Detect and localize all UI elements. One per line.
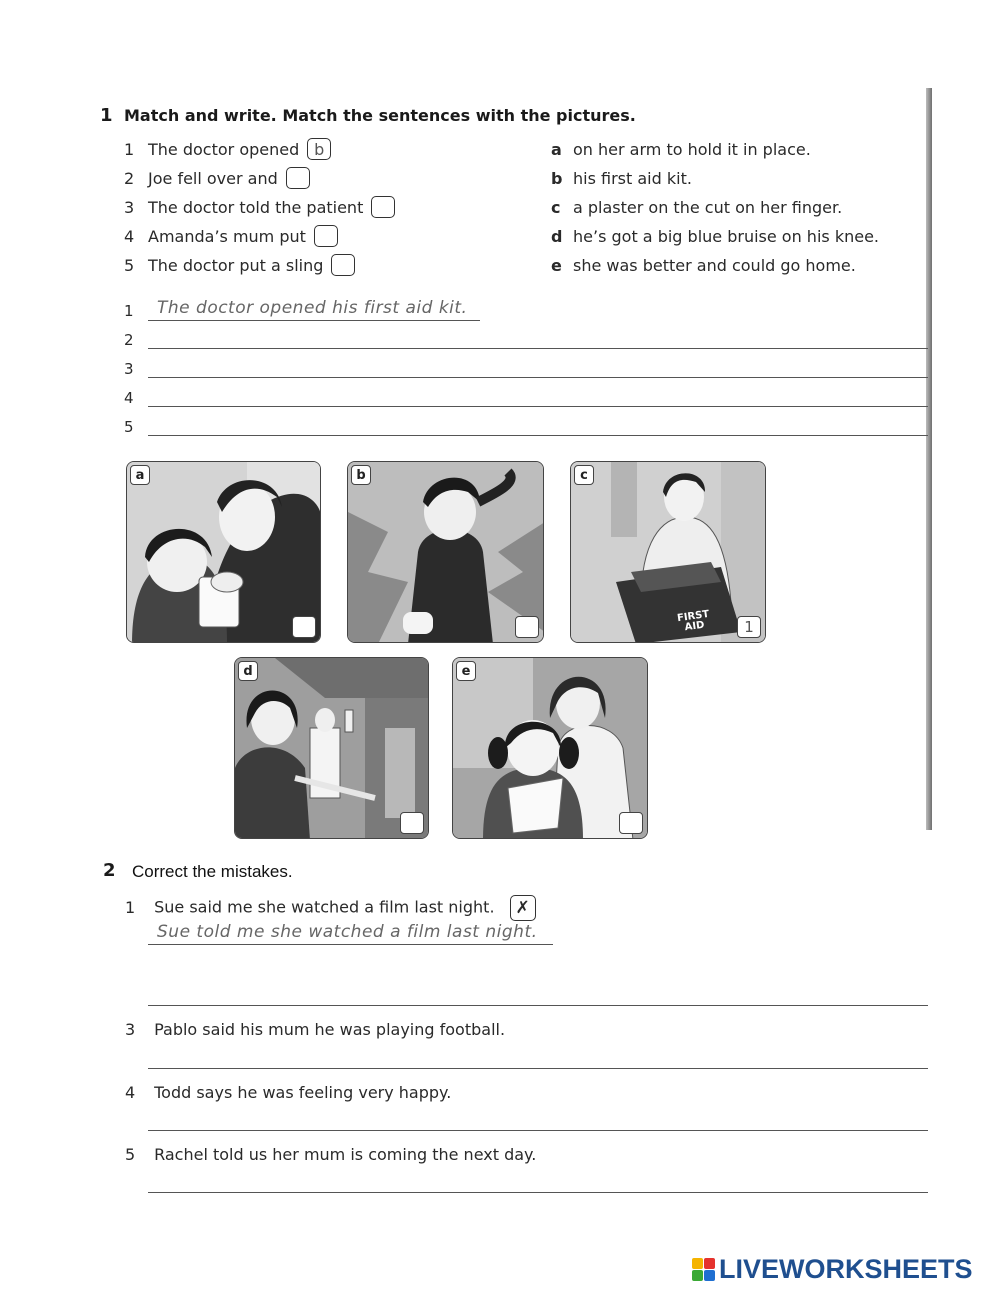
exercise-2-number: 2 — [103, 860, 116, 881]
sentence-number: 3 — [125, 1020, 136, 1039]
match-option-text: he’s got a big blue bruise on his knee. — [573, 227, 879, 246]
write-line-number: 2 — [124, 331, 134, 349]
correction-sentence-5 — [125, 1145, 536, 1164]
match-option-text: on her arm to hold it in place. — [573, 140, 811, 159]
first-aid-text: FIRST AID — [676, 608, 710, 634]
woman-doctor-waving-icon — [235, 658, 429, 839]
write-line-number: 5 — [124, 418, 134, 436]
picture-label: c — [574, 465, 594, 485]
write-line-4[interactable] — [148, 406, 928, 407]
correction-line-3[interactable] — [148, 1068, 928, 1069]
match-option-b — [551, 169, 692, 188]
picture-answer-box[interactable] — [515, 616, 539, 638]
match-item-text: The doctor opened — [148, 139, 300, 159]
correction-sentence-4 — [125, 1083, 451, 1102]
example-answer: The doctor opened his first aid kit. — [157, 298, 468, 318]
match-item-text: Joe fell over and — [148, 168, 278, 188]
page-edge-shadow — [926, 88, 932, 830]
match-option-text: she was better and could go home. — [573, 256, 856, 275]
brand-name: LIVEWORKSHEETS — [719, 1254, 973, 1284]
boy-falling-icon — [348, 462, 544, 643]
correction-line-4[interactable] — [148, 1130, 928, 1131]
match-answer-box[interactable] — [314, 225, 338, 247]
match-item-text: Amanda’s mum put — [148, 226, 306, 246]
sentence-number: 1 — [125, 897, 136, 917]
match-item-number: 2 — [124, 168, 135, 188]
match-item-4 — [124, 225, 338, 247]
picture-label: d — [238, 661, 258, 681]
logo-square — [692, 1270, 703, 1281]
match-item-2 — [124, 167, 310, 189]
match-option-letter: d — [551, 227, 563, 246]
match-item-1 — [124, 138, 331, 160]
picture-answer-box[interactable] — [619, 812, 643, 834]
sentence-text: Pablo said his mum he was playing football. — [154, 1020, 506, 1039]
mark-box[interactable]: ✗ — [510, 895, 536, 921]
correction-line-5[interactable] — [148, 1192, 928, 1193]
picture-label: b — [351, 465, 371, 485]
match-answer-box[interactable] — [331, 254, 355, 276]
girl-with-sling-icon — [453, 658, 648, 839]
write-line-number: 3 — [124, 360, 134, 378]
doctor-first-aid-kit-icon — [571, 462, 766, 643]
logo-grid-icon — [692, 1258, 715, 1281]
sentence-number: 4 — [125, 1083, 136, 1102]
picture-answer-box[interactable] — [292, 616, 316, 638]
exercise-1-title: Match and write. Match the sentences with the pictures. — [124, 106, 636, 125]
match-option-e — [551, 256, 856, 275]
match-item-number: 1 — [124, 139, 135, 159]
picture-d — [234, 657, 429, 839]
match-option-letter: b — [551, 169, 563, 188]
match-option-text: a plaster on the cut on her finger. — [573, 198, 843, 217]
sentence-text: Rachel told us her mum is coming the next day. — [154, 1145, 537, 1164]
mother-helping-girl-icon — [127, 462, 321, 643]
match-item-number: 3 — [124, 197, 135, 217]
match-option-letter: e — [551, 256, 562, 275]
sentence-number: 5 — [125, 1145, 136, 1164]
exercise-2-title: Correct the mistakes. — [132, 862, 293, 881]
write-line-number: 1 — [124, 302, 134, 320]
match-item-number: 4 — [124, 226, 135, 246]
match-item-5 — [124, 254, 355, 276]
exercise-1-number: 1 — [100, 105, 113, 126]
correction-line-1[interactable] — [148, 944, 553, 945]
picture-answer-box[interactable] — [400, 812, 424, 834]
correction-sentence-3 — [125, 1020, 505, 1039]
write-line-3[interactable] — [148, 377, 928, 378]
logo-square — [692, 1258, 703, 1269]
example-correction: Sue told me she watched a film last night. — [157, 922, 538, 942]
picture-e — [452, 657, 648, 839]
picture-b — [347, 461, 544, 643]
match-answer-box[interactable]: b — [307, 138, 331, 160]
match-option-text: his first aid kit. — [573, 169, 692, 188]
match-item-text: The doctor put a sling — [148, 255, 324, 275]
sentence-text: Sue said me she watched a film last night. — [154, 897, 495, 917]
write-line-5[interactable] — [148, 435, 928, 436]
picture-c — [570, 461, 766, 643]
match-item-number: 5 — [124, 255, 135, 275]
match-option-c — [551, 198, 842, 217]
logo-square — [704, 1258, 715, 1269]
match-option-d — [551, 227, 879, 246]
correction-sentence-1 — [125, 895, 536, 921]
picture-label: e — [456, 661, 476, 681]
match-answer-box[interactable] — [371, 196, 395, 218]
picture-answer-box[interactable]: 1 — [737, 616, 761, 638]
sentence-text: Todd says he was feeling very happy. — [154, 1083, 452, 1102]
logo-square — [704, 1270, 715, 1281]
match-item-text: The doctor told the patient — [148, 197, 364, 217]
picture-a — [126, 461, 321, 643]
match-item-3 — [124, 196, 395, 218]
match-option-letter: a — [551, 140, 562, 159]
correction-line-2[interactable] — [148, 1005, 928, 1006]
match-option-letter: c — [551, 198, 561, 217]
write-line-2[interactable] — [148, 348, 928, 349]
match-answer-box[interactable] — [286, 167, 310, 189]
picture-label: a — [130, 465, 150, 485]
write-line-number: 4 — [124, 389, 134, 407]
write-line-1[interactable] — [148, 320, 480, 321]
match-option-a — [551, 140, 811, 159]
liveworksheets-logo[interactable] — [692, 1254, 973, 1285]
